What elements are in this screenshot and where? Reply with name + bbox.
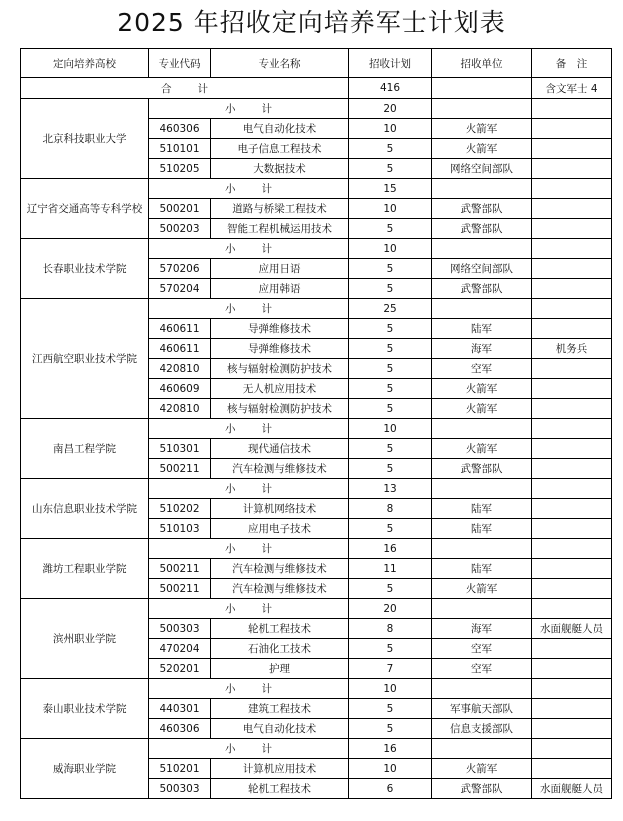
major-code: 460306 — [149, 719, 211, 739]
total-label — [21, 78, 349, 99]
major-name: 应用韩语 — [211, 279, 349, 299]
major-name: 轮机工程技术 — [211, 779, 349, 799]
recruiting-unit: 火箭军 — [432, 139, 532, 159]
major-count: 5 — [349, 339, 432, 359]
subtotal-note — [532, 679, 612, 699]
major-code: 510205 — [149, 159, 211, 179]
recruiting-unit: 火箭军 — [432, 579, 532, 599]
header-row — [21, 49, 612, 78]
major-code: 420810 — [149, 399, 211, 419]
subtotal-unit — [432, 539, 532, 559]
major-count: 5 — [349, 399, 432, 419]
recruiting-unit: 信息支援部队 — [432, 719, 532, 739]
major-count: 8 — [349, 499, 432, 519]
recruiting-unit: 网络空间部队 — [432, 259, 532, 279]
subtotal-unit — [432, 179, 532, 199]
major-note — [532, 319, 612, 339]
subtotal-label — [149, 739, 349, 759]
major-count: 10 — [349, 759, 432, 779]
recruiting-unit: 陆军 — [432, 319, 532, 339]
recruitment-plan-table — [20, 48, 612, 799]
school-name: 潍坊工程职业学院 — [21, 539, 149, 599]
subtotal-note — [532, 599, 612, 619]
subtotal-row — [21, 739, 612, 759]
major-count: 6 — [349, 779, 432, 799]
major-name: 核与辐射检测防护技术 — [211, 399, 349, 419]
major-name: 现代通信技术 — [211, 439, 349, 459]
major-name: 电气自动化技术 — [211, 719, 349, 739]
major-name: 应用电子技术 — [211, 519, 349, 539]
subtotal-label-b: 计 — [261, 603, 272, 615]
major-code: 570206 — [149, 259, 211, 279]
subtotal-label — [149, 299, 349, 319]
recruiting-unit: 武警部队 — [432, 199, 532, 219]
recruiting-unit: 陆军 — [432, 559, 532, 579]
major-code: 510301 — [149, 439, 211, 459]
school-name: 江西航空职业技术学院 — [21, 299, 149, 419]
major-code: 420810 — [149, 359, 211, 379]
subtotal-count: 25 — [349, 299, 432, 319]
major-note — [532, 219, 612, 239]
subtotal-label-a: 小 — [225, 303, 236, 315]
major-count: 5 — [349, 639, 432, 659]
school-name: 山东信息职业技术学院 — [21, 479, 149, 539]
page-title: 2025 年招收定向培养军士计划表 — [117, 8, 506, 37]
subtotal-note — [532, 239, 612, 259]
recruiting-unit: 陆军 — [432, 499, 532, 519]
major-name: 建筑工程技术 — [211, 699, 349, 719]
subtotal-note — [532, 179, 612, 199]
major-code: 470204 — [149, 639, 211, 659]
header-major-name: 专业名称 — [211, 49, 349, 78]
subtotal-note — [532, 419, 612, 439]
subtotal-label-b: 计 — [261, 303, 272, 315]
school-name: 滨州职业学院 — [21, 599, 149, 679]
subtotal-label — [149, 679, 349, 699]
major-name: 道路与桥梁工程技术 — [211, 199, 349, 219]
major-name: 无人机应用技术 — [211, 379, 349, 399]
major-name: 计算机网络技术 — [211, 499, 349, 519]
recruiting-unit: 陆军 — [432, 519, 532, 539]
major-code: 570204 — [149, 279, 211, 299]
subtotal-label-a: 小 — [225, 543, 236, 555]
subtotal-label — [149, 99, 349, 119]
major-code: 500211 — [149, 559, 211, 579]
major-note — [532, 659, 612, 679]
major-note — [532, 279, 612, 299]
subtotal-label — [149, 539, 349, 559]
recruiting-unit: 武警部队 — [432, 459, 532, 479]
major-name: 电气自动化技术 — [211, 119, 349, 139]
major-note — [532, 499, 612, 519]
major-note — [532, 259, 612, 279]
subtotal-label-b: 计 — [261, 243, 272, 255]
recruiting-unit: 火箭军 — [432, 399, 532, 419]
major-code: 500211 — [149, 459, 211, 479]
subtotal-count: 20 — [349, 99, 432, 119]
major-note: 机务兵 — [532, 339, 612, 359]
school-name: 威海职业学院 — [21, 739, 149, 799]
subtotal-count: 20 — [349, 599, 432, 619]
major-note — [532, 699, 612, 719]
major-name: 轮机工程技术 — [211, 619, 349, 639]
subtotal-unit — [432, 419, 532, 439]
major-name: 石油化工技术 — [211, 639, 349, 659]
major-count: 11 — [349, 559, 432, 579]
subtotal-unit — [432, 599, 532, 619]
subtotal-count: 15 — [349, 179, 432, 199]
subtotal-unit — [432, 739, 532, 759]
subtotal-label — [149, 239, 349, 259]
major-count: 5 — [349, 379, 432, 399]
school-name: 长春职业技术学院 — [21, 239, 149, 299]
major-name: 应用日语 — [211, 259, 349, 279]
major-note — [532, 459, 612, 479]
major-count: 10 — [349, 199, 432, 219]
major-name: 汽车检测与维修技术 — [211, 459, 349, 479]
major-count: 7 — [349, 659, 432, 679]
subtotal-label-b: 计 — [261, 423, 272, 435]
subtotal-label — [149, 419, 349, 439]
major-note — [532, 639, 612, 659]
recruiting-unit: 军事航天部队 — [432, 699, 532, 719]
recruiting-unit: 网络空间部队 — [432, 159, 532, 179]
major-note — [532, 559, 612, 579]
major-code: 460609 — [149, 379, 211, 399]
subtotal-row — [21, 179, 612, 199]
subtotal-row — [21, 539, 612, 559]
major-count: 5 — [349, 259, 432, 279]
major-note: 水面舰艇人员 — [532, 619, 612, 639]
subtotal-row — [21, 239, 612, 259]
major-note — [532, 579, 612, 599]
subtotal-label-a: 小 — [225, 603, 236, 615]
recruiting-unit: 武警部队 — [432, 779, 532, 799]
major-count: 5 — [349, 459, 432, 479]
subtotal-unit — [432, 239, 532, 259]
major-code: 500303 — [149, 779, 211, 799]
subtotal-label-a: 小 — [225, 103, 236, 115]
subtotal-note — [532, 539, 612, 559]
subtotal-label-b: 计 — [261, 743, 272, 755]
major-name: 汽车检测与维修技术 — [211, 559, 349, 579]
recruiting-unit: 空军 — [432, 659, 532, 679]
major-name: 智能工程机械运用技术 — [211, 219, 349, 239]
total-count: 416 — [349, 78, 432, 99]
major-name: 核与辐射检测防护技术 — [211, 359, 349, 379]
major-count: 5 — [349, 159, 432, 179]
major-note — [532, 359, 612, 379]
total-label-b: 计 — [197, 82, 208, 95]
school-name: 辽宁省交通高等专科学校 — [21, 179, 149, 239]
major-count: 5 — [349, 579, 432, 599]
subtotal-label-a: 小 — [225, 483, 236, 495]
major-note — [532, 379, 612, 399]
header-major-code: 专业代码 — [149, 49, 211, 78]
major-name: 汽车检测与维修技术 — [211, 579, 349, 599]
recruiting-unit: 火箭军 — [432, 379, 532, 399]
major-code: 500203 — [149, 219, 211, 239]
recruiting-unit: 武警部队 — [432, 219, 532, 239]
major-code: 460306 — [149, 119, 211, 139]
subtotal-unit — [432, 479, 532, 499]
major-note — [532, 119, 612, 139]
major-name: 大数据技术 — [211, 159, 349, 179]
subtotal-label-b: 计 — [261, 103, 272, 115]
subtotal-count: 10 — [349, 419, 432, 439]
subtotal-row — [21, 479, 612, 499]
subtotal-note — [532, 479, 612, 499]
subtotal-note — [532, 299, 612, 319]
major-note: 水面舰艇人员 — [532, 779, 612, 799]
major-count: 5 — [349, 219, 432, 239]
subtotal-unit — [432, 99, 532, 119]
subtotal-label-b: 计 — [261, 543, 272, 555]
subtotal-label-b: 计 — [261, 183, 272, 195]
header-plan: 招收计划 — [349, 49, 432, 78]
major-note — [532, 519, 612, 539]
subtotal-note — [532, 739, 612, 759]
subtotal-row — [21, 99, 612, 119]
major-note — [532, 439, 612, 459]
major-count: 5 — [349, 439, 432, 459]
subtotal-note — [532, 99, 612, 119]
school-name: 北京科技职业大学 — [21, 99, 149, 179]
recruiting-unit: 空军 — [432, 639, 532, 659]
major-count: 5 — [349, 139, 432, 159]
subtotal-label-b: 计 — [261, 683, 272, 695]
total-note: 含文军士 4 — [532, 78, 612, 99]
major-code: 510201 — [149, 759, 211, 779]
subtotal-label-a: 小 — [225, 423, 236, 435]
major-note — [532, 719, 612, 739]
school-name: 南昌工程学院 — [21, 419, 149, 479]
major-code: 500303 — [149, 619, 211, 639]
subtotal-count: 13 — [349, 479, 432, 499]
subtotal-label-a: 小 — [225, 183, 236, 195]
subtotal-row — [21, 419, 612, 439]
major-code: 500211 — [149, 579, 211, 599]
total-unit — [432, 78, 532, 99]
major-count: 5 — [349, 359, 432, 379]
subtotal-count: 16 — [349, 739, 432, 759]
subtotal-label-a: 小 — [225, 743, 236, 755]
recruiting-unit: 火箭军 — [432, 119, 532, 139]
major-count: 5 — [349, 519, 432, 539]
major-name: 导弹维修技术 — [211, 339, 349, 359]
header-unit: 招收单位 — [432, 49, 532, 78]
major-name: 护理 — [211, 659, 349, 679]
subtotal-label — [149, 179, 349, 199]
subtotal-label-a: 小 — [225, 683, 236, 695]
major-count: 10 — [349, 119, 432, 139]
major-name: 导弹维修技术 — [211, 319, 349, 339]
major-name: 计算机应用技术 — [211, 759, 349, 779]
major-note — [532, 759, 612, 779]
major-count: 8 — [349, 619, 432, 639]
major-count: 5 — [349, 719, 432, 739]
major-count: 5 — [349, 319, 432, 339]
subtotal-row — [21, 299, 612, 319]
recruiting-unit: 火箭军 — [432, 759, 532, 779]
header-note: 备 注 — [532, 49, 612, 78]
school-name: 泰山职业技术学院 — [21, 679, 149, 739]
subtotal-label-a: 小 — [225, 243, 236, 255]
subtotal-label-b: 计 — [261, 483, 272, 495]
major-count: 5 — [349, 699, 432, 719]
major-code: 440301 — [149, 699, 211, 719]
recruiting-unit: 海军 — [432, 339, 532, 359]
recruiting-unit: 海军 — [432, 619, 532, 639]
subtotal-count: 10 — [349, 679, 432, 699]
subtotal-unit — [432, 679, 532, 699]
major-count: 5 — [349, 279, 432, 299]
recruiting-unit: 武警部队 — [432, 279, 532, 299]
major-code: 510103 — [149, 519, 211, 539]
subtotal-label — [149, 599, 349, 619]
major-code: 520201 — [149, 659, 211, 679]
subtotal-unit — [432, 299, 532, 319]
total-row — [21, 78, 612, 99]
major-note — [532, 139, 612, 159]
major-code: 510101 — [149, 139, 211, 159]
subtotal-count: 16 — [349, 539, 432, 559]
total-label-a: 合 — [161, 82, 172, 95]
header-school: 定向培养高校 — [21, 49, 149, 78]
major-note — [532, 199, 612, 219]
major-code: 460611 — [149, 339, 211, 359]
recruiting-unit: 火箭军 — [432, 439, 532, 459]
major-code: 500201 — [149, 199, 211, 219]
major-name: 电子信息工程技术 — [211, 139, 349, 159]
major-note — [532, 159, 612, 179]
major-code: 510202 — [149, 499, 211, 519]
major-code: 460611 — [149, 319, 211, 339]
major-note — [532, 399, 612, 419]
subtotal-row — [21, 679, 612, 699]
recruiting-unit: 空军 — [432, 359, 532, 379]
subtotal-count: 10 — [349, 239, 432, 259]
subtotal-row — [21, 599, 612, 619]
subtotal-label — [149, 479, 349, 499]
